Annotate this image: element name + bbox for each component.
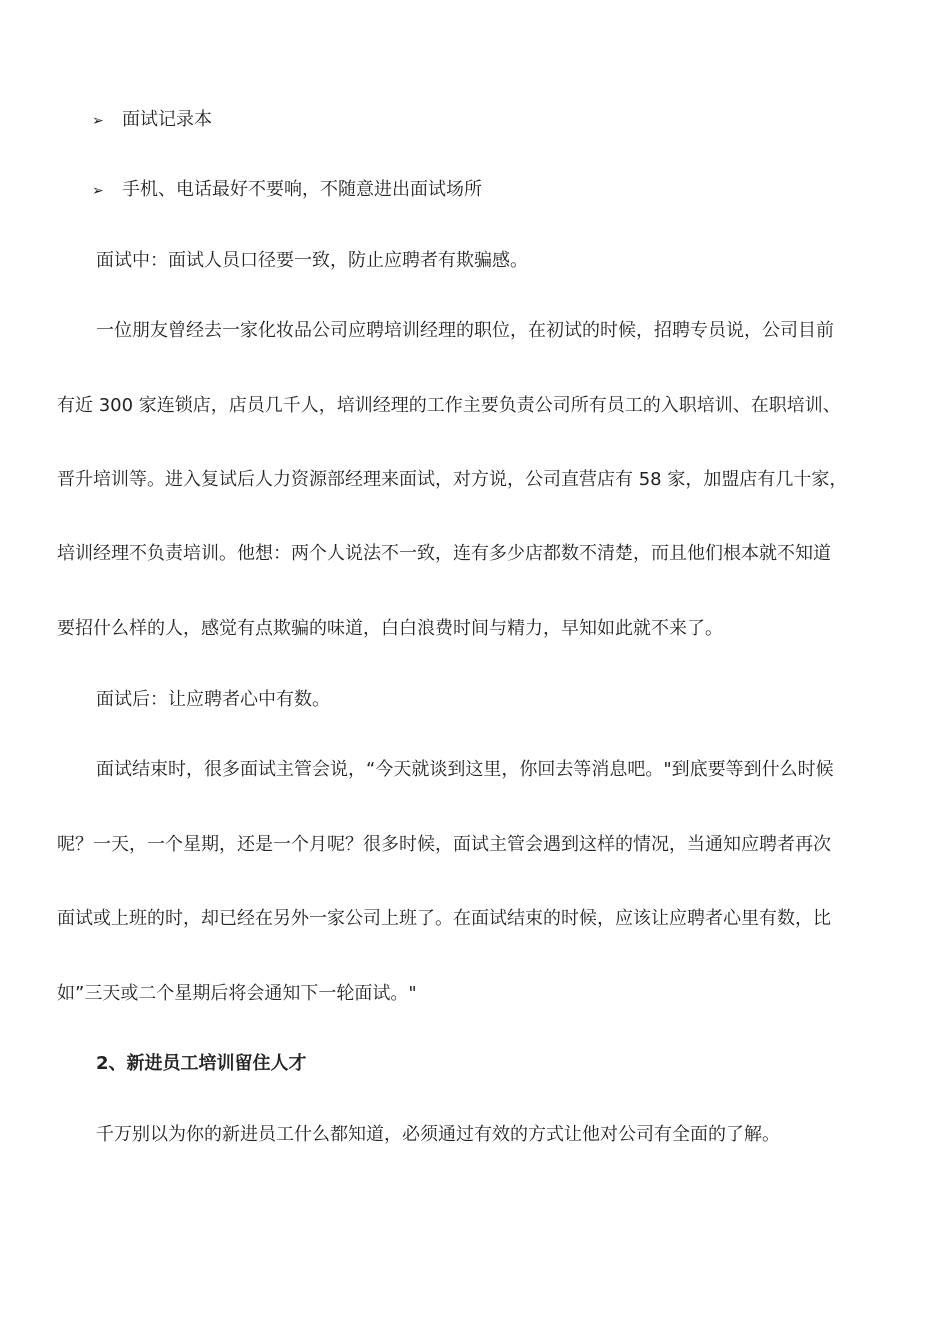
paragraph-during-interview: 面试中：面试人员口径要一致，防止应聘者有欺骗感。 xyxy=(96,250,528,271)
section-heading: 2、新进员工培训留住人才 xyxy=(96,1053,307,1074)
paragraph-end-line: 面试或上班的时，却已经在另外一家公司上班了。在面试结束的时候，应该让应聘者心里有数，比 xyxy=(57,908,831,929)
paragraph-end-line: 面试结束时，很多面试主管会说，“今天就谈到这里，你回去等消息吧。"到底要等到什么时候 xyxy=(96,759,834,780)
bullet-text: 面试记录本 xyxy=(122,109,212,130)
arrow-bullet-icon: ➢ xyxy=(92,183,104,199)
bullet-text: 手机、电话最好不要响，不随意进出面试场所 xyxy=(122,179,482,200)
paragraph-end-line: 如”三天或二个星期后将会通知下一轮面试。" xyxy=(57,983,417,1004)
paragraph-end-line: 呢？一天，一个星期，还是一个月呢？很多时候，面试主管会遇到这样的情况，当通知应聘者再次 xyxy=(57,834,831,855)
paragraph-story-line: 晋升培训等。进入复试后人力资源部经理来面试，对方说，公司直营店有 58 家，加盟店有几十家， xyxy=(57,469,848,490)
paragraph-training: 千万别以为你的新进员工什么都知道，必须通过有效的方式让他对公司有全面的了解。 xyxy=(96,1124,780,1145)
paragraph-story-line: 一位朋友曾经去一家化妆品公司应聘培训经理的职位，在初试的时候，招聘专员说，公司目前 xyxy=(96,320,834,341)
paragraph-after-interview: 面试后：让应聘者心中有数。 xyxy=(96,689,330,710)
bullet-item-phone xyxy=(92,177,482,203)
arrow-bullet-icon: ➢ xyxy=(92,113,104,129)
paragraph-story-line: 要招什么样的人，感觉有点欺骗的味道，白白浪费时间与精力，早知如此就不来了。 xyxy=(57,618,723,639)
bullet-item-notebook xyxy=(92,107,212,133)
paragraph-story-line: 培训经理不负责培训。他想：两个人说法不一致，连有多少店都数不清楚，而且他们根本就不知道 xyxy=(57,543,831,564)
paragraph-story-line: 有近 300 家连锁店，店员几千人，培训经理的工作主要负责公司所有员工的入职培训、在职培训、 xyxy=(57,395,841,416)
